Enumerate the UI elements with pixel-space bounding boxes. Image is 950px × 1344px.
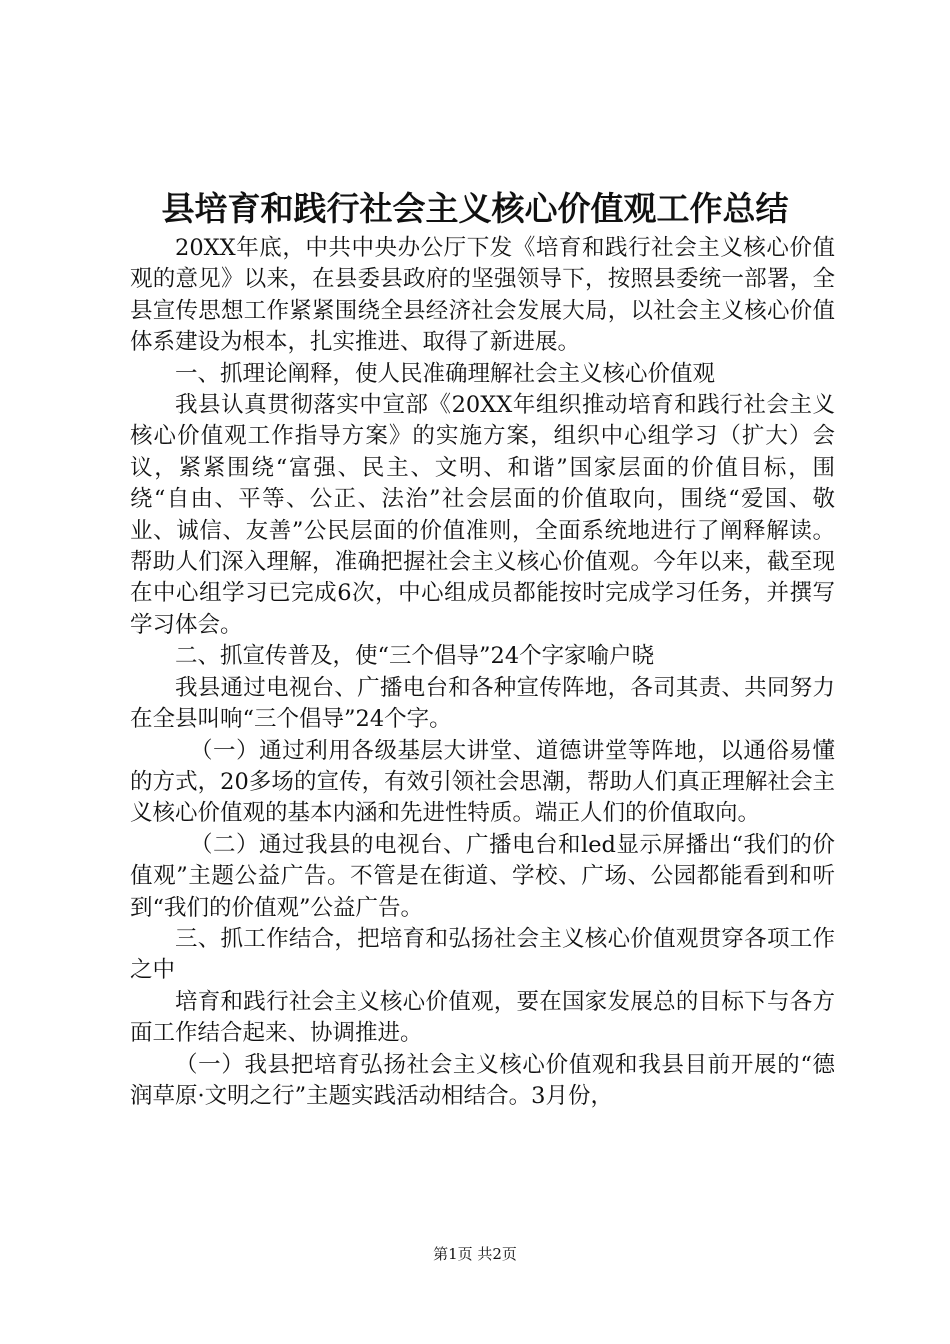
section-2-paragraph: 我县通过电视台、广播电台和各种宣传阵地，各司其责、共同努力在全县叫响“三个倡导”24个字。	[130, 674, 835, 733]
intro-paragraph: 20XX年底，中共中央办公厅下发《培育和践行社会主义核心价值观的意见》以来，在县委县政府的坚强领导下，按照县委统一部署，全县宣传思想工作紧紧围绕全县经济社会发展大局，以社会主义核心价值体系建设为根本，扎实推进、取得了新进展。	[130, 235, 835, 356]
section-3-item-1: （一）我县把培育弘扬社会主义核心价值观和我县目前开展的“德润草原·文明之行”主题实践活动相结合。3月份，	[130, 1051, 835, 1109]
section-3-paragraph: 培育和践行社会主义核心价值观，要在国家发展总的目标下与各方面工作结合起来、协调推进。	[130, 988, 835, 1047]
section-heading-3: 三、抓工作结合，把培育和弘扬社会主义核心价值观贯穿各项工作之中	[130, 925, 835, 984]
section-heading-1: 一、抓理论阐释，使人民准确理解社会主义核心价值观	[175, 360, 716, 387]
page-footer: 第1页 共2页	[433, 1245, 517, 1263]
document-title: 县培育和践行社会主义核心价值观工作总结	[161, 189, 789, 228]
section-heading-2: 二、抓宣传普及，使“三个倡导”24个字家喻户晓	[175, 643, 655, 670]
section-2-item-1: （一）通过利用各级基层大讲堂、道德讲堂等阵地，以通俗易懂的方式，20多场的宣传，有效引领社会思潮，帮助人们真正理解社会主义核心价值观的基本内涵和先进性特质。端正人们的价值取向。	[130, 737, 835, 827]
section-1-paragraph: 我县认真贯彻落实中宣部《20XX年组织推动培育和践行社会主义核心价值观工作指导方案》的实施方案，组织中心组学习（扩大）会议，紧紧围绕“富强、民主、文明、和谐”国家层面的价值目标，围绕“自由、平等、公正、法治”社会层面的价值取向，围绕“爱国、敬业、诚信、友善”公民层面的价值准则，全面系统地进行了阐释解读。帮助人们深入理解，准确把握社会主义核心价值观。今年以来，截至现在中心组学习已完成6次，中心组成员都能按时完成学习任务，并撰写学习体会。	[130, 392, 835, 638]
document-body	[130, 233, 835, 1112]
section-2-item-2: （二）通过我县的电视台、广播电台和led显示屏播出“我们的价值观”主题公益广告。不管是在街道、学校、广场、公园都能看到和听到“我们的价值观”公益广告。	[130, 831, 835, 921]
